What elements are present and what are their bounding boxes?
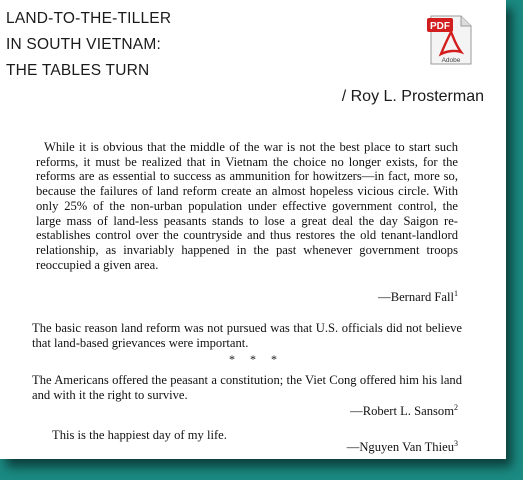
- attribution-name: —Robert L. Sansom: [350, 404, 454, 418]
- footnote-marker[interactable]: 1: [454, 288, 458, 298]
- footnote-marker[interactable]: 3: [454, 438, 458, 448]
- attribution-name: —Bernard Fall: [378, 290, 454, 304]
- section-separator: * * *: [229, 352, 277, 366]
- epigraph-fall-attribution: [378, 290, 458, 305]
- epigraph-sansom-attribution: [350, 404, 458, 419]
- epigraph-thieu-text: This is the happiest day of my life.: [52, 428, 227, 442]
- epigraph-sansom-text-b: The Americans offered the peasant a constitution; the Viet Cong offered him his land and with it the right to survive.: [32, 373, 462, 402]
- epigraph-sansom-text-a: The basic reason land reform was not pursued was that U.S. officials did not believe that land-based grievances were important.: [32, 321, 462, 350]
- footnote-marker[interactable]: 2: [454, 402, 458, 412]
- adobe-label: Adobe: [441, 57, 461, 64]
- title-line: THE TABLES TURN: [6, 62, 150, 79]
- title-line: IN SOUTH VIETNAM:: [6, 36, 161, 53]
- pdf-label: PDF: [430, 21, 450, 32]
- pdf-download-icon[interactable]: [427, 14, 475, 66]
- article-title: [6, 6, 171, 84]
- author-byline: / Roy L. Prosterman: [341, 88, 484, 105]
- epigraph-thieu-attribution: [347, 440, 458, 455]
- epigraph-fall-text: While it is obvious that the middle of the war is not the best place to start such reforms, it must be realized that in Vietnam the choice no longer exists, for the reforms are as essential to success as ammunition for howitzers—in fact, more so, because the failures of land reform create an almost hopeless vicious circle. With only 25% of the non-urban population under effective government control, the large mass of land-less peasants stands to lose a great deal the day Saigon re-establishes control over the countryside and thus restores the old tenant-landlord relationship, as invariably happened in the past whenever government troops reoccupied a given area.: [36, 140, 458, 272]
- title-line: LAND-TO-THE-TILLER: [6, 10, 172, 27]
- attribution-name: —Nguyen Van Thieu: [346, 440, 454, 454]
